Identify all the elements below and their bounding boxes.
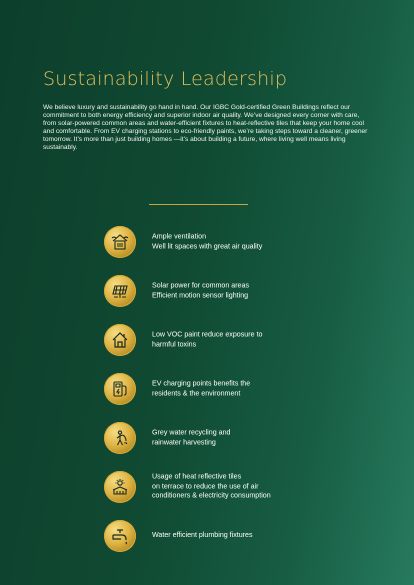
- ventilation-icon: [111, 233, 129, 251]
- feature-item-heat-tiles: [104, 471, 404, 503]
- feature-line: EV charging points benefits the: [152, 379, 251, 388]
- ev-charging-icon: [111, 380, 129, 398]
- feature-badge: [104, 226, 136, 258]
- feature-item-solar: [104, 275, 404, 307]
- feature-item-ev: [104, 373, 404, 405]
- feature-line: harmful toxins: [152, 340, 197, 348]
- home-paint-icon: [111, 331, 129, 349]
- feature-text: [152, 428, 392, 447]
- heat-reflective-tile-icon: [111, 478, 129, 496]
- page-title: Sustainability Leadership: [43, 68, 288, 90]
- feature-text: [152, 281, 392, 300]
- feature-badge: [104, 471, 136, 503]
- solar-panel-icon: [111, 282, 129, 300]
- feature-badge: [104, 324, 136, 356]
- feature-line: Usage of heat reflective tiles: [152, 472, 242, 481]
- feature-line: Ample ventilation: [152, 232, 207, 241]
- feature-line: Efficient motion sensor lighting: [152, 291, 249, 299]
- water-recycling-icon: [111, 429, 129, 447]
- feature-line: Well lit spaces with great air quality: [152, 242, 263, 250]
- feature-line: residents & the environment: [152, 389, 241, 397]
- feature-line: Water efficient plumbing fixtures: [152, 531, 253, 540]
- feature-item-ventilation: [104, 226, 404, 258]
- feature-badge: [104, 422, 136, 454]
- feature-line: rainwater harvesting: [152, 438, 216, 446]
- feature-line: conditioners & electricity consumption: [152, 491, 271, 500]
- feature-text: [152, 531, 392, 541]
- feature-badge: [104, 275, 136, 307]
- water-tap-icon: [111, 527, 129, 545]
- feature-item-paint: [104, 324, 404, 356]
- feature-line: Grey water recycling and: [152, 428, 231, 437]
- feature-line: on terrace to reduce the use of air: [152, 482, 259, 491]
- feature-text: [152, 330, 392, 349]
- feature-text: [152, 473, 392, 502]
- feature-item-water-recycling: [104, 422, 404, 454]
- intro-paragraph: We believe luxury and sustainability go hand in hand. Our IGBC Gold-certified Green Buildings reflect our commitment to both energy efficiency and superior indoor air quality. We’ve designed every corner with care, from solar-powered common areas and water-efficient fixtures to heat-reflective tiles that keep your home cool and comfortable. From EV charging stations to eco-friendly paints, we’re taking steps toward a cleaner, greener tomorrow. It’s more than just building homes —it’s about building a future, where living well means living sustainably.: [43, 104, 368, 152]
- feature-item-plumbing: [104, 520, 404, 552]
- feature-badge: [104, 520, 136, 552]
- feature-text: [152, 232, 392, 251]
- feature-text: [152, 379, 392, 398]
- feature-line: Low VOC paint reduce exposure to: [152, 330, 263, 339]
- feature-badge: [104, 373, 136, 405]
- feature-line: Solar power for common areas: [152, 281, 249, 290]
